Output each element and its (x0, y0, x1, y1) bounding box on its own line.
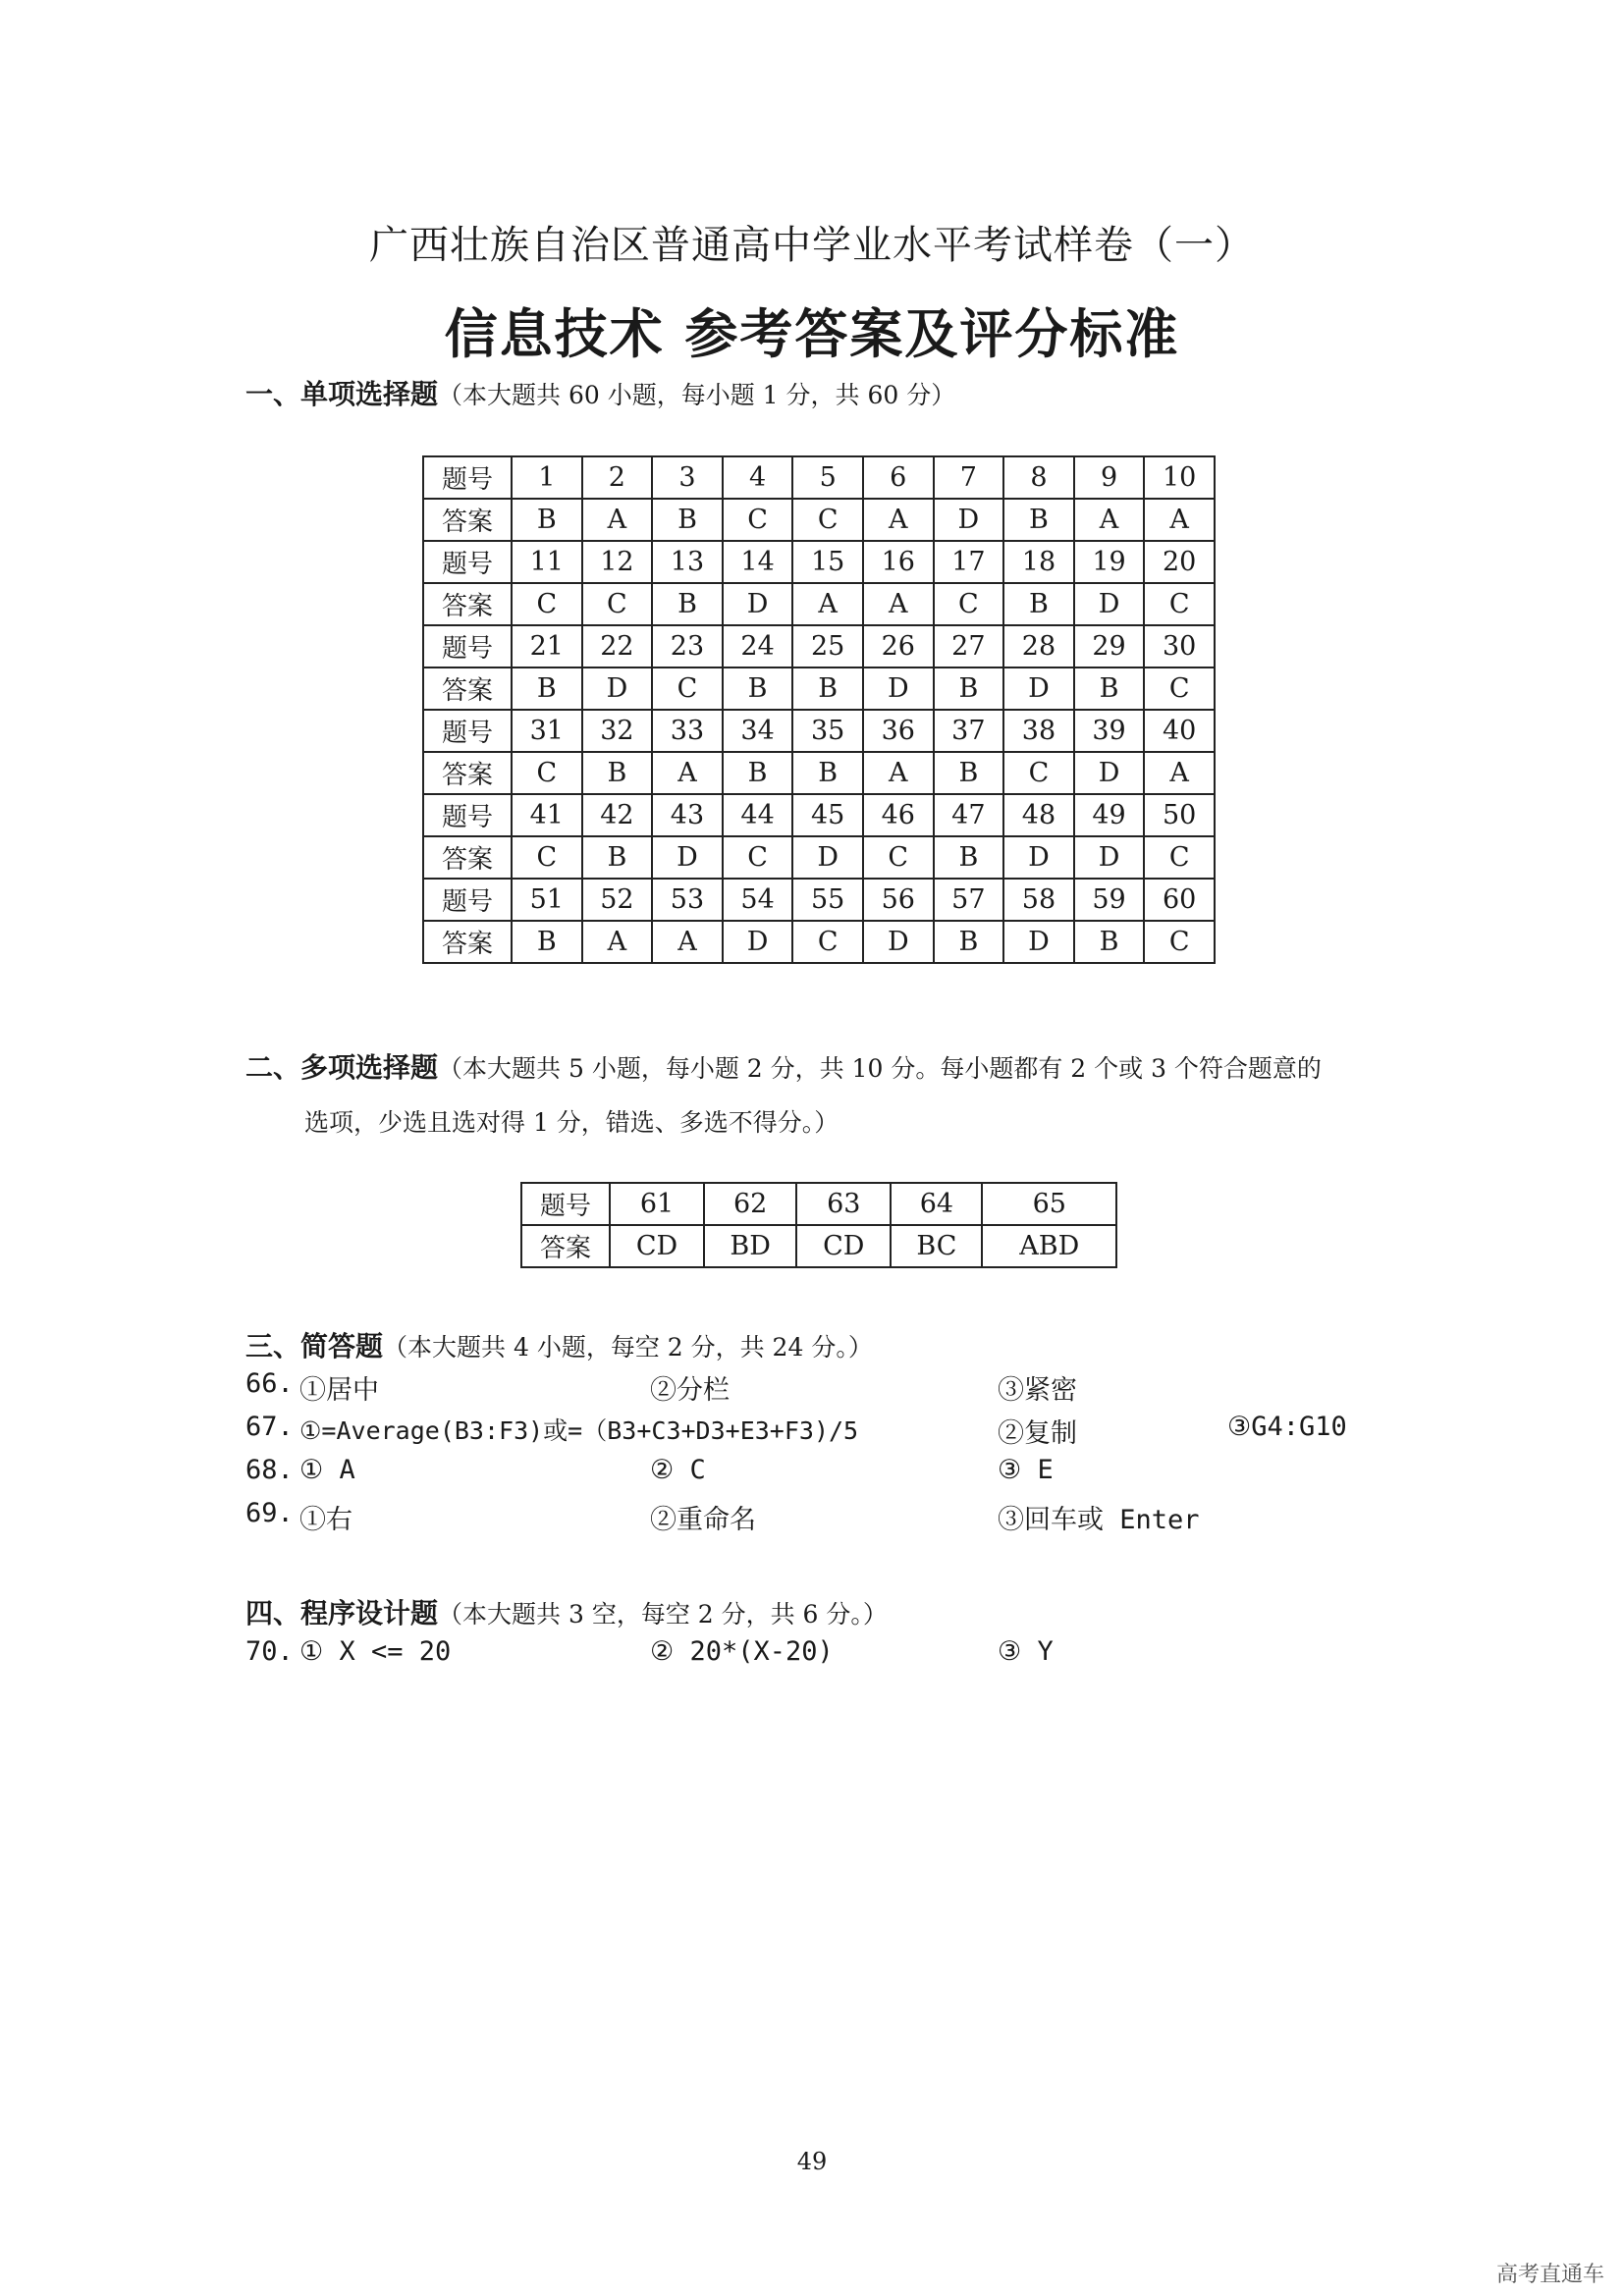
answer-cell: B (723, 667, 793, 710)
watermark: 高考直通车 (1495, 2263, 1604, 2287)
question-number: 45 (792, 794, 863, 836)
item-answer-a: ① A (299, 1455, 355, 1485)
item-answer-b: ②重命名 (650, 1505, 756, 1535)
answer-cell: B (792, 752, 863, 794)
answer-cell: B (1074, 921, 1145, 963)
question-number: 49 (1074, 794, 1145, 836)
question-number: 31 (512, 710, 582, 752)
section4-header (245, 1592, 888, 1631)
question-number: 52 (582, 879, 653, 921)
row-label-ans: 答案 (423, 836, 512, 879)
table-row (423, 499, 1215, 541)
item-answer-a: ①居中 (299, 1375, 379, 1406)
question-number: 35 (792, 710, 863, 752)
answer-cell: A (1144, 499, 1215, 541)
section2-heading: 二、多项选择题 (245, 1051, 439, 1084)
question-number: 22 (582, 625, 653, 667)
answer-cell: BD (704, 1225, 796, 1267)
question-number: 63 (796, 1183, 891, 1225)
question-number: 7 (934, 456, 1004, 499)
question-number: 50 (1144, 794, 1215, 836)
question-number: 46 (863, 794, 934, 836)
question-number: 34 (723, 710, 793, 752)
answer-cell: C (792, 921, 863, 963)
question-number: 25 (792, 625, 863, 667)
answer-cell: C (512, 752, 582, 794)
question-number: 53 (652, 879, 723, 921)
answer-cell: D (652, 836, 723, 879)
question-number: 21 (512, 625, 582, 667)
question-number: 43 (652, 794, 723, 836)
item-answer-b: ② C (650, 1455, 706, 1485)
page-title: 广西壮族自治区普通高中学业水平考试样卷（一） (369, 223, 1255, 268)
table-row (423, 456, 1215, 499)
question-number: 1 (512, 456, 582, 499)
row-label-ans: 答案 (423, 499, 512, 541)
item-answer-c: ②复制 (998, 1418, 1077, 1449)
answer-cell: D (1074, 752, 1145, 794)
answer-cell: C (1003, 752, 1074, 794)
answer-cell: A (652, 752, 723, 794)
question-number: 48 (1003, 794, 1074, 836)
question-number: 23 (652, 625, 723, 667)
question-number: 36 (863, 710, 934, 752)
answer-cell: B (512, 921, 582, 963)
table-row (423, 752, 1215, 794)
question-number: 57 (934, 879, 1004, 921)
item-answer-c: ③紧密 (998, 1375, 1077, 1406)
question-number: 41 (512, 794, 582, 836)
section3-header (245, 1325, 873, 1364)
section3-note: （本大题共 4 小题，每空 2 分，共 24 分。） (383, 1333, 873, 1362)
answer-cell: A (582, 499, 653, 541)
answer-cell: B (652, 583, 723, 625)
question-number: 39 (1074, 710, 1145, 752)
page-number: 49 (796, 2148, 828, 2175)
row-label-num: 题号 (423, 794, 512, 836)
question-number: 30 (1144, 625, 1215, 667)
answer-cell: C (1144, 667, 1215, 710)
question-number: 2 (582, 456, 653, 499)
question-number: 13 (652, 541, 723, 583)
answer-cell: D (792, 836, 863, 879)
answer-cell: B (934, 667, 1004, 710)
answer-cell: C (512, 836, 582, 879)
answer-cell: D (1074, 583, 1145, 625)
answer-cell: A (582, 921, 653, 963)
answer-cell: B (934, 836, 1004, 879)
question-number: 26 (863, 625, 934, 667)
question-number: 65 (982, 1183, 1116, 1225)
question-number: 58 (1003, 879, 1074, 921)
answer-cell: C (512, 583, 582, 625)
question-number: 62 (704, 1183, 796, 1225)
question-number: 14 (723, 541, 793, 583)
answer-cell: B (723, 752, 793, 794)
answer-cell: CD (610, 1225, 704, 1267)
question-number: 19 (1074, 541, 1145, 583)
item-answer-a: ①右 (299, 1505, 352, 1535)
answer-cell: D (1003, 921, 1074, 963)
section1-heading: 一、单项选择题 (245, 378, 439, 410)
answer-cell: D (1074, 836, 1145, 879)
row-label-num: 题号 (423, 541, 512, 583)
section2-note-line1: （本大题共 5 小题，每小题 2 分，共 10 分。每小题都有 2 个或 3 个符合题意的 (438, 1054, 1322, 1083)
item-answer-a: ①=Average(B3:F3)或=（B3+C3+D3+E3+F3)/5 (299, 1416, 859, 1445)
answer-cell: D (1003, 667, 1074, 710)
answer-cell: A (652, 921, 723, 963)
question-number: 20 (1144, 541, 1215, 583)
answer-cell: C (1144, 583, 1215, 625)
question-number: 33 (652, 710, 723, 752)
row-label-num: 题号 (521, 1183, 610, 1225)
single-choice-answer-table (422, 455, 1216, 964)
table-row (423, 583, 1215, 625)
item-number: 68. (245, 1455, 294, 1485)
row-label-num: 题号 (423, 625, 512, 667)
answer-cell: C (792, 499, 863, 541)
question-number: 42 (582, 794, 653, 836)
question-number: 47 (934, 794, 1004, 836)
row-label-ans: 答案 (423, 667, 512, 710)
answer-cell: B (512, 667, 582, 710)
table-row (521, 1225, 1116, 1267)
question-number: 61 (610, 1183, 704, 1225)
item-number: 70. (245, 1636, 294, 1667)
answer-cell: C (934, 583, 1004, 625)
question-number: 27 (934, 625, 1004, 667)
answer-cell: D (863, 667, 934, 710)
answer-cell: B (582, 752, 653, 794)
answer-cell: D (582, 667, 653, 710)
table-row (423, 794, 1215, 836)
answer-cell: A (863, 499, 934, 541)
section4-note: （本大题共 3 空，每空 2 分，共 6 分。） (438, 1600, 888, 1629)
question-number: 16 (863, 541, 934, 583)
item-number: 69. (245, 1498, 294, 1528)
table-row (423, 710, 1215, 752)
question-number: 24 (723, 625, 793, 667)
row-label-ans: 答案 (423, 752, 512, 794)
answer-cell: B (792, 667, 863, 710)
row-label-num: 题号 (423, 879, 512, 921)
question-number: 56 (863, 879, 934, 921)
item-answer-a: ① X <= 20 (299, 1636, 452, 1667)
question-number: 18 (1003, 541, 1074, 583)
answer-cell: A (1074, 499, 1145, 541)
section1-header (245, 373, 955, 412)
row-label-num: 题号 (423, 710, 512, 752)
answer-cell: B (934, 752, 1004, 794)
item-answer-b: ② 20*(X-20) (650, 1636, 834, 1667)
table-row (423, 836, 1215, 879)
item-answer-b: ②分栏 (650, 1375, 730, 1406)
section1-note: （本大题共 60 小题，每小题 1 分，共 60 分） (438, 381, 956, 409)
answer-cell: D (723, 583, 793, 625)
answer-cell: D (1003, 836, 1074, 879)
answer-cell: A (863, 583, 934, 625)
row-label-ans: 答案 (423, 583, 512, 625)
question-number: 10 (1144, 456, 1215, 499)
question-number: 11 (512, 541, 582, 583)
question-number: 32 (582, 710, 653, 752)
answer-cell: B (934, 921, 1004, 963)
question-number: 40 (1144, 710, 1215, 752)
question-number: 38 (1003, 710, 1074, 752)
question-number: 37 (934, 710, 1004, 752)
answer-cell: D (863, 921, 934, 963)
question-number: 4 (723, 456, 793, 499)
table-row (521, 1183, 1116, 1225)
answer-cell: C (723, 499, 793, 541)
answer-cell: B (1074, 667, 1145, 710)
answer-cell: C (652, 667, 723, 710)
item-number: 66. (245, 1368, 294, 1399)
answer-cell: C (582, 583, 653, 625)
question-number: 55 (792, 879, 863, 921)
question-number: 17 (934, 541, 1004, 583)
answer-cell: C (723, 836, 793, 879)
answer-cell: A (792, 583, 863, 625)
question-number: 8 (1003, 456, 1074, 499)
answer-cell: D (934, 499, 1004, 541)
answer-cell: B (1003, 583, 1074, 625)
answer-cell: A (1144, 752, 1215, 794)
answer-cell: B (582, 836, 653, 879)
table-row (423, 667, 1215, 710)
question-number: 6 (863, 456, 934, 499)
answer-cell: CD (796, 1225, 891, 1267)
answer-cell: BC (891, 1225, 982, 1267)
question-number: 5 (792, 456, 863, 499)
answer-cell: B (652, 499, 723, 541)
table-row (423, 879, 1215, 921)
question-number: 59 (1074, 879, 1145, 921)
row-label-ans: 答案 (521, 1225, 610, 1267)
answer-cell: D (723, 921, 793, 963)
item-answer-c: ③回车或 Enter (998, 1505, 1200, 1535)
question-number: 28 (1003, 625, 1074, 667)
question-number: 44 (723, 794, 793, 836)
row-label-num: 题号 (423, 456, 512, 499)
section4-heading: 四、程序设计题 (245, 1597, 439, 1629)
question-number: 29 (1074, 625, 1145, 667)
table-row (423, 921, 1215, 963)
answer-cell: B (512, 499, 582, 541)
item-answer-d: ③G4:G10 (1227, 1412, 1347, 1442)
question-number: 60 (1144, 879, 1215, 921)
page-subtitle: 信息技术 参考答案及评分标准 (444, 303, 1180, 365)
question-number: 9 (1074, 456, 1145, 499)
question-number: 3 (652, 456, 723, 499)
answer-cell: ABD (982, 1225, 1116, 1267)
question-number: 54 (723, 879, 793, 921)
item-number: 67. (245, 1412, 294, 1442)
item-answer-c: ③ Y (998, 1636, 1054, 1667)
multi-choice-answer-table (520, 1182, 1117, 1268)
section2-note-line2: 选项，少选且选对得 1 分，错选、多选不得分。） (304, 1108, 839, 1137)
table-row (423, 541, 1215, 583)
item-answer-c: ③ E (998, 1455, 1054, 1485)
section3-heading: 三、简答题 (245, 1330, 384, 1362)
section2-header (245, 1046, 1322, 1086)
answer-cell: C (1144, 836, 1215, 879)
question-number: 12 (582, 541, 653, 583)
question-number: 64 (891, 1183, 982, 1225)
answer-cell: A (863, 752, 934, 794)
row-label-ans: 答案 (423, 921, 512, 963)
answer-cell: C (1144, 921, 1215, 963)
answer-cell: C (863, 836, 934, 879)
question-number: 15 (792, 541, 863, 583)
question-number: 51 (512, 879, 582, 921)
table-row (423, 625, 1215, 667)
answer-cell: B (1003, 499, 1074, 541)
